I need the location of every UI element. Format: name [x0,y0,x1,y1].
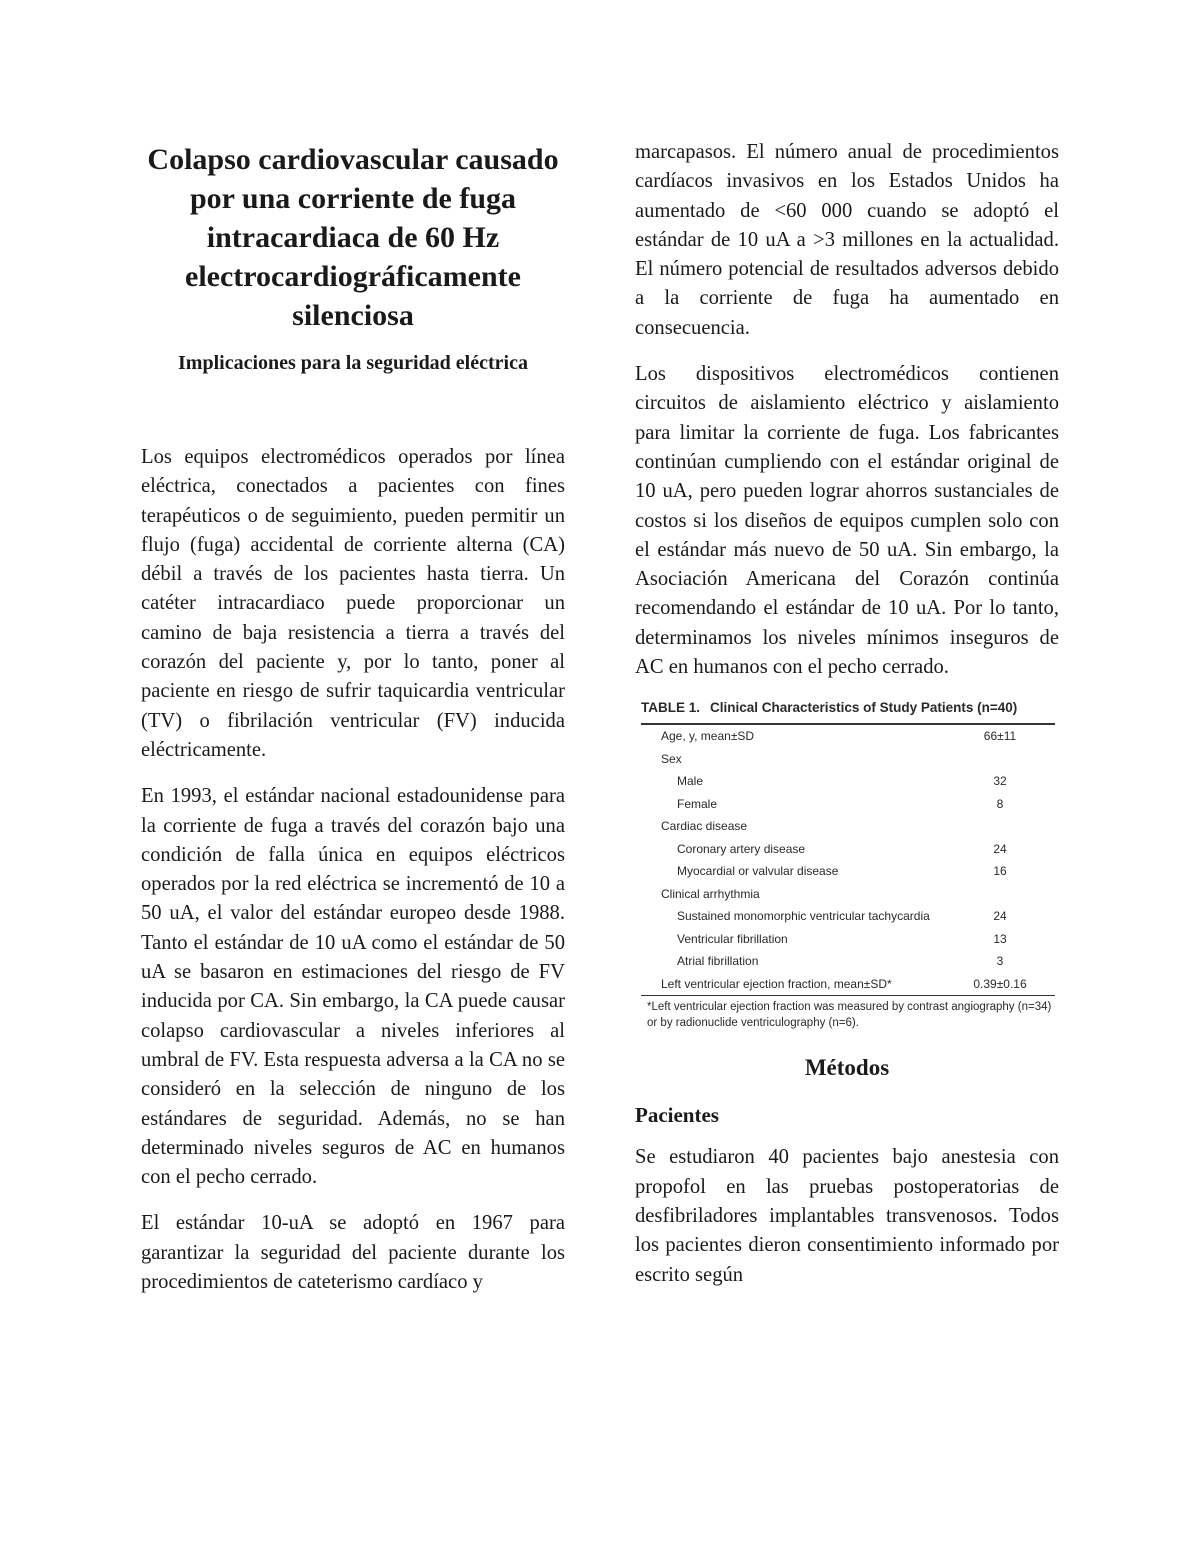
table-cell-value: 16 [993,864,1007,879]
table-cell-value: 32 [993,774,1007,789]
table-cell-label: Coronary artery disease [677,841,806,856]
table-cell-label: Ventricular fibrillation [677,931,788,946]
table-cell-label: Male [677,774,704,789]
table-cell-value: 0.39±0.16 [945,973,1055,996]
table-cell-value: 8 [996,796,1004,811]
table-cell-value: 24 [993,841,1007,856]
paragraph: En 1993, el estándar nacional estadounidense para la corriente de fuga a través del corazón bajo una condición de falla única en equipos eléctricos operados por la red eléctrica se incrementó de 10 a 50 uA, el valor del estándar europeo desde 1988. Tanto el estándar de 10 uA como el estándar de 50 uA se basaron en estimaciones del riesgo de FV inducida por CA. Sin embargo, la CA puede causar colapso cardiovascular a niveles inferiores al umbral de FV. Esta respuesta adversa a la CA no se consideró en la selección de ninguno de los estándares de seguridad. Además, no se han determinado niveles seguros de AC en humanos con el pecho cerrado. [141,785,565,1189]
table-cell-label: Age, y, mean±SD [641,724,945,748]
table-row [641,860,1055,883]
table-cell-label: Sustained monomorphic ventricular tachycardia [677,909,930,924]
table-row [641,950,1055,973]
table-row [641,724,1055,748]
table-cell-value: 3 [996,954,1004,969]
table-cell-value [945,883,1055,906]
paragraph: marcapasos. El número anual de procedimientos cardíacos invasivos en los Estados Unidos ha aumentado de <60 000 cuando se adoptó el estándar de 10 uA a >3 millones en la actualidad. El número potencial de resultados adversos debido a la corriente de fuga ha aumentado en consecuencia. [635,141,1059,339]
clinical-table-figure [641,699,1055,1031]
table-caption [641,699,1055,717]
right-column [635,138,1059,1307]
table-cell-label: Sex [661,751,682,766]
paragraph: El estándar 10-uA se adoptó en 1967 para garantizar la seguridad del paciente durante los procedimientos de cateterismo cardíaco y [141,1212,565,1294]
table-cell-value: 24 [993,909,1007,924]
paragraph: Se estudiaron 40 pacientes bajo anestesia con propofol en las pruebas postoperatorias de desfibriladores implantables transvenosos. Todos los pacientes dieron consentimiento informado por escrito según [635,1146,1059,1286]
subsection-title-patients: Pacientes [635,1103,719,1128]
table-cell-label: Left ventricular ejection fraction, mean±SD* [641,973,945,996]
table-cell-label: Myocardial or valvular disease [677,864,839,879]
left-column [141,138,565,1314]
table-row [641,793,1055,816]
table-row [641,973,1055,996]
table-row [641,838,1055,861]
table-cell-label: Cardiac disease [661,819,748,834]
table-label: TABLE 1. [641,700,701,716]
table-caption-text: Clinical Characteristics of Study Patients (n=40) [710,700,1018,716]
table-cell-label: Atrial fibrillation [677,954,759,969]
table-row [641,815,1055,838]
section-title-methods: Métodos [804,1055,890,1081]
table-cell-value [945,815,1055,838]
table-cell-value [945,748,1055,771]
clinical-table [641,723,1055,996]
document-title: Colapso cardiovascular causado por una corriente de fuga intracardiaca de 60 Hz electrocardiográficamente silenciosa [147,143,559,332]
table-row [641,883,1055,906]
table-cell-value: 13 [993,931,1007,946]
table-row [641,748,1055,771]
paragraph: Los dispositivos electromédicos contienen circuitos de aislamiento eléctrico y aislamiento para limitar la corriente de fuga. Los fabricantes continúan cumpliendo con el estándar original de 10 uA, pero pueden lograr ahorros sustanciales de costos si los diseños de equipos cumplen solo con el estándar más nuevo de 50 uA. Sin embargo, la Asociación Americana del Corazón continúa recomendando el estándar de 10 uA. Por lo tanto, determinamos los niveles mínimos inseguros de AC en humanos con el pecho cerrado. [635,363,1059,679]
document-subtitle: Implicaciones para la seguridad eléctrica [178,352,528,374]
table-row [641,905,1055,928]
table-row [641,770,1055,793]
table-cell-label: Clinical arrhythmia [661,886,760,901]
table-cell-label: Female [677,796,718,811]
table-footnote: *Left ventricular ejection fraction was measured by contrast angiography (n=34) or by radionuclide ventriculography (n=6). [647,1001,1052,1030]
paragraph: Los equipos electromédicos operados por línea eléctrica, conectados a pacientes con fines terapéuticos o de seguimiento, pueden permitir un flujo (fuga) accidental de corriente alterna (CA) débil a través de los pacientes hasta tierra. Un catéter intracardiaco puede proporcionar un camino de baja resistencia a tierra a través del corazón del paciente y, por lo tanto, poner al paciente en riesgo de sufrir taquicardia ventricular (TV) o fibrilación ventricular (FV) inducida eléctricamente. [141,446,565,761]
table-row [641,928,1055,951]
table-cell-value: 66±11 [945,724,1055,748]
